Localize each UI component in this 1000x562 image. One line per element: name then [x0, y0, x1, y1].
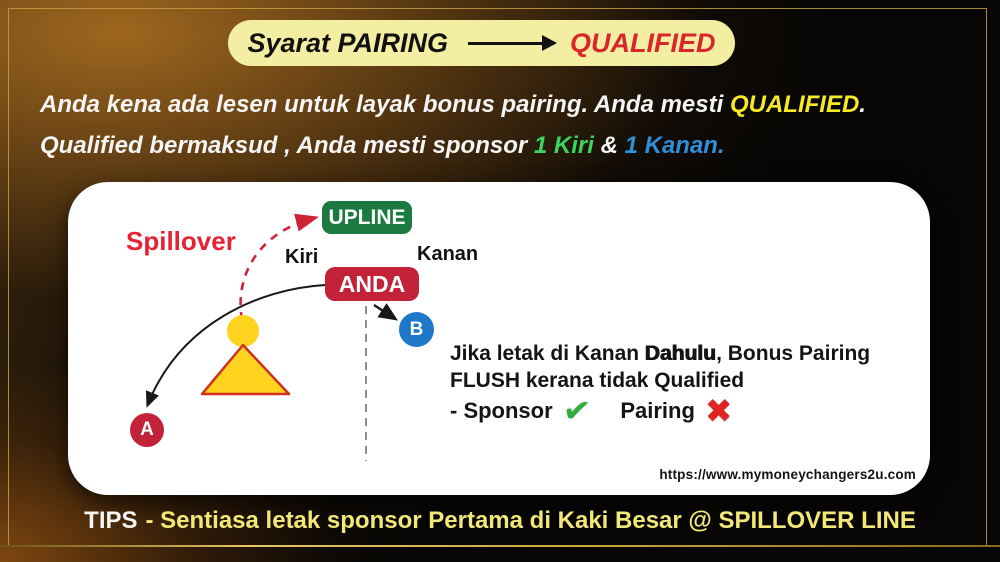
pairing-label: Pairing	[620, 397, 695, 423]
kanan-highlight: 1 Kanan	[624, 132, 718, 159]
intro-line2-text: Qualified bermaksud , Anda mesti sponsor	[40, 132, 534, 159]
person-body	[202, 345, 289, 394]
note-line-1	[450, 340, 920, 367]
person-head	[227, 315, 259, 347]
kanan-label: Kanan	[417, 243, 479, 265]
sponsor-pairing-status	[450, 389, 733, 432]
kiri-label: Kiri	[285, 246, 319, 268]
person-icon	[202, 315, 289, 394]
note-text	[450, 340, 920, 394]
sponsor-label: - Sponsor	[450, 397, 553, 423]
arrowhead	[542, 35, 557, 51]
anda-badge: ANDA	[325, 267, 419, 301]
intro-line-1	[40, 84, 960, 125]
website-url: https://www.mymoneychangers2u.com	[659, 467, 916, 482]
tips-label: TIPS	[84, 507, 138, 534]
qualified-highlight: QUALIFIED	[729, 91, 860, 118]
node-a: A	[130, 413, 164, 447]
intro-line2-period: .	[717, 132, 725, 159]
title-banner	[228, 20, 735, 66]
intro-line1-period: .	[859, 91, 866, 118]
upline-badge: UPLINE	[322, 201, 412, 234]
note-line-2: FLUSH kerana tidak Qualified	[450, 369, 745, 392]
spillover-arrow	[241, 218, 314, 320]
note-dahulu: Dahulu	[644, 342, 717, 365]
intro-text	[40, 84, 960, 166]
long-right-arrow-icon	[468, 42, 554, 45]
cross-icon: ✖	[704, 391, 733, 430]
note-line1-post: , Bonus Pairing	[716, 342, 871, 365]
banner-title: Syarat PAIRING	[247, 27, 449, 58]
intro-line-2	[40, 125, 960, 166]
footer-tips	[0, 507, 1000, 535]
gold-divider	[0, 545, 1000, 547]
tips-text: - Sentiasa letak sponsor Pertama di Kaki Besar @ SPILLOVER LINE	[145, 507, 916, 534]
ampersand: &	[593, 132, 625, 159]
node-b: B	[399, 312, 434, 347]
diagram-panel	[68, 182, 930, 495]
note-line1-pre: Jika letak di Kanan	[450, 342, 645, 365]
check-icon: ✔	[560, 389, 593, 432]
anda-to-b-arrow	[374, 305, 394, 318]
intro-line1-text: Anda kena ada lesen untuk layak bonus pairing. Anda mesti	[40, 91, 730, 118]
banner-qualified-label: QUALIFIED	[570, 27, 716, 58]
kiri-highlight: 1 Kiri	[533, 132, 594, 159]
spillover-label: Spillover	[126, 226, 236, 256]
